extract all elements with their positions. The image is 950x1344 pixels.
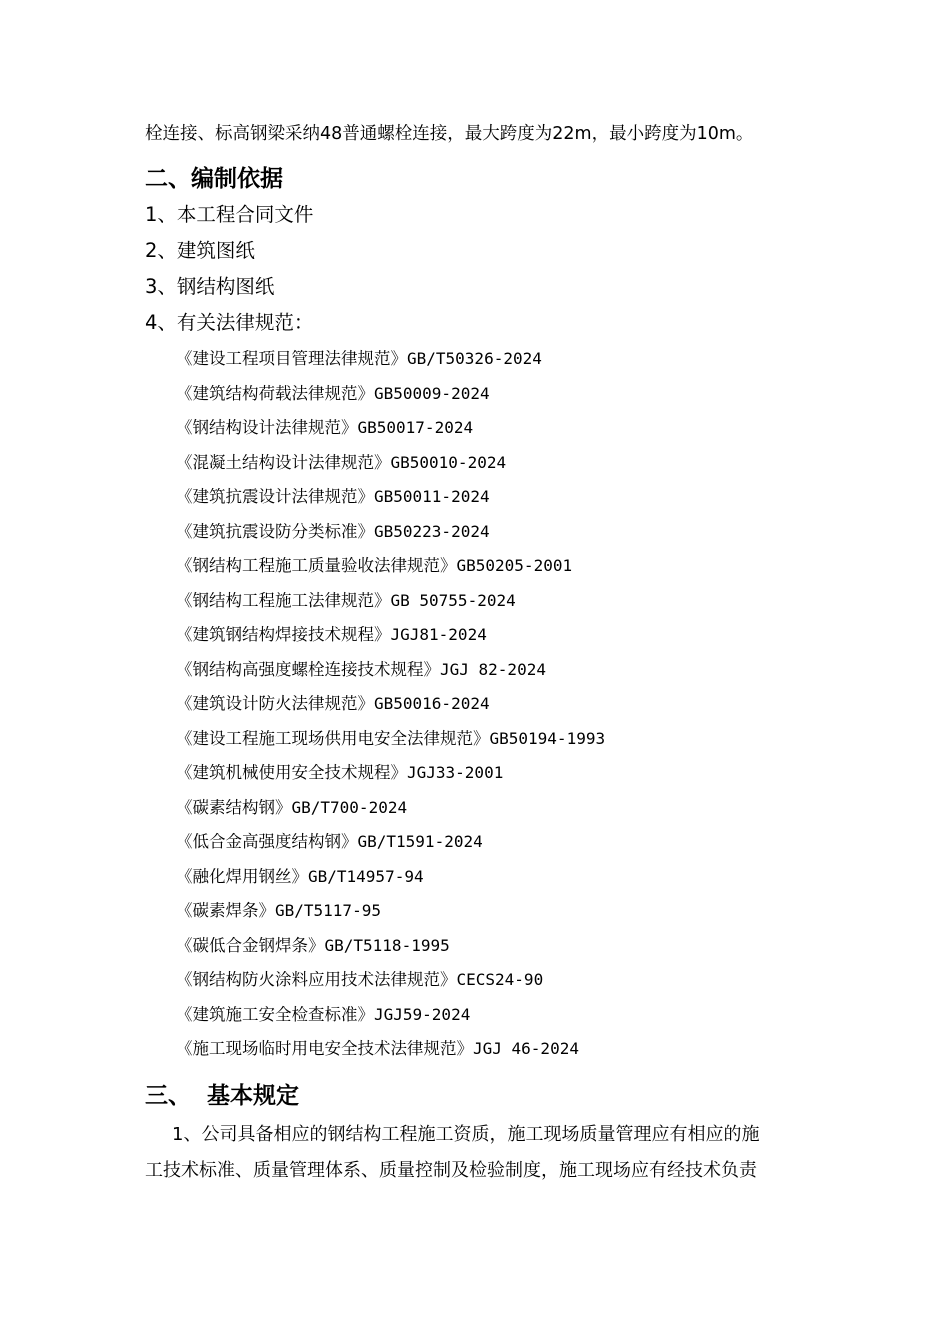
standard-name: 《碳低合金钢焊条》 xyxy=(176,936,325,955)
standard-name: 《建筑施工安全检查标准》 xyxy=(176,1005,374,1024)
basis-item-1: 1、本工程合同文件 xyxy=(145,203,314,226)
standard-item xyxy=(176,486,490,508)
standard-code: GB/T700-2024 xyxy=(291,798,408,817)
standard-item xyxy=(176,417,473,439)
basis-item-2: 2、建筑图纸 xyxy=(145,239,255,262)
standard-code: GB/T50326-2024 xyxy=(407,349,542,368)
standard-code: GB50194-1993 xyxy=(489,729,606,748)
standard-item xyxy=(176,762,503,784)
standard-item xyxy=(176,521,490,543)
standard-code: GB50017-2024 xyxy=(357,418,474,437)
standard-code: GB50011-2024 xyxy=(374,487,490,506)
standard-code: GB50009-2024 xyxy=(374,384,490,403)
standard-item xyxy=(176,624,487,646)
standard-name: 《建设工程项目管理法律规范》 xyxy=(176,349,407,368)
standard-item xyxy=(176,1038,579,1060)
standard-item xyxy=(176,348,542,370)
standard-name: 《建设工程施工现场供用电安全法律规范》 xyxy=(176,729,490,748)
standard-item xyxy=(176,969,543,991)
standard-code: GB/T14957-94 xyxy=(308,867,424,886)
standard-code: GB50205-2001 xyxy=(456,556,573,575)
standard-item xyxy=(176,659,546,681)
standard-name: 《低合金高强度结构钢》 xyxy=(176,832,358,851)
standard-name: 《建筑钢结构焊接技术规程》 xyxy=(176,625,391,644)
standard-code: GB/T5118-1995 xyxy=(324,936,450,955)
standard-name: 《建筑结构荷载法律规范》 xyxy=(176,384,374,403)
standard-item xyxy=(176,383,490,405)
standard-code: JGJ33-2001 xyxy=(407,763,504,782)
standard-item xyxy=(176,1004,470,1026)
standard-name: 《施工现场临时用电安全技术法律规范》 xyxy=(176,1039,473,1058)
basis-item-4: 4、有关法律规范： xyxy=(145,311,314,334)
standard-name: 《碳素焊条》 xyxy=(176,901,275,920)
section2-title: 二、编制依据 xyxy=(145,166,283,192)
standard-code: JGJ 46-2024 xyxy=(473,1039,579,1058)
section3-title: 基本规定 xyxy=(207,1083,299,1109)
basis-item-3: 3、钢结构图纸 xyxy=(145,275,275,298)
paragraph-line-1: 1、公司具备相应的钢结构工程施工资质，施工现场质量管理应有相应的施 xyxy=(172,1124,760,1145)
paragraph-line-2: 工技术标准、质量管理体系、质量控制及检验制度，施工现场应有经技术负责 xyxy=(145,1160,757,1181)
standard-item xyxy=(176,935,450,957)
standard-code: GB/T5117-95 xyxy=(275,901,381,920)
standard-name: 《建筑抗震设计法律规范》 xyxy=(176,487,374,506)
standard-item xyxy=(176,831,483,853)
standard-item xyxy=(176,797,407,819)
standard-name: 《钢结构防火涂料应用技术法律规范》 xyxy=(176,970,457,989)
standard-code: JGJ 82-2024 xyxy=(440,660,546,679)
standard-code: GB 50755-2024 xyxy=(390,591,516,610)
standard-name: 《建筑机械使用安全技术规程》 xyxy=(176,763,407,782)
standard-name: 《建筑抗震设防分类标准》 xyxy=(176,522,374,541)
standard-name: 《钢结构工程施工法律规范》 xyxy=(176,591,391,610)
standard-code: JGJ81-2024 xyxy=(390,625,487,644)
standard-code: GB50223-2024 xyxy=(374,522,490,541)
standard-name: 《碳素结构钢》 xyxy=(176,798,292,817)
standard-item xyxy=(176,900,381,922)
standard-name: 《建筑设计防火法律规范》 xyxy=(176,694,374,713)
standard-code: GB/T1591-2024 xyxy=(357,832,483,851)
section3-heading xyxy=(145,1081,299,1111)
standard-item xyxy=(176,866,424,888)
standard-code: CECS24-90 xyxy=(456,970,544,989)
standard-code: GB50010-2024 xyxy=(390,453,507,472)
standard-name: 《钢结构高强度螺栓连接技术规程》 xyxy=(176,660,440,679)
standard-item xyxy=(176,693,490,715)
standard-item xyxy=(176,555,572,577)
intro-line: 栓连接、标高钢梁采纳48普通螺栓连接，最大跨度为22m，最小跨度为10m。 xyxy=(145,124,754,144)
standard-item xyxy=(176,728,605,750)
standard-name: 《融化焊用钢丝》 xyxy=(176,867,308,886)
section3-number: 三、 xyxy=(145,1083,191,1109)
standard-name: 《钢结构工程施工质量验收法律规范》 xyxy=(176,556,457,575)
standard-item xyxy=(176,590,516,612)
standard-code: GB50016-2024 xyxy=(374,694,490,713)
standard-name: 《钢结构设计法律规范》 xyxy=(176,418,358,437)
standard-name: 《混凝土结构设计法律规范》 xyxy=(176,453,391,472)
standard-item xyxy=(176,452,506,474)
standard-code: JGJ59-2024 xyxy=(374,1005,471,1024)
